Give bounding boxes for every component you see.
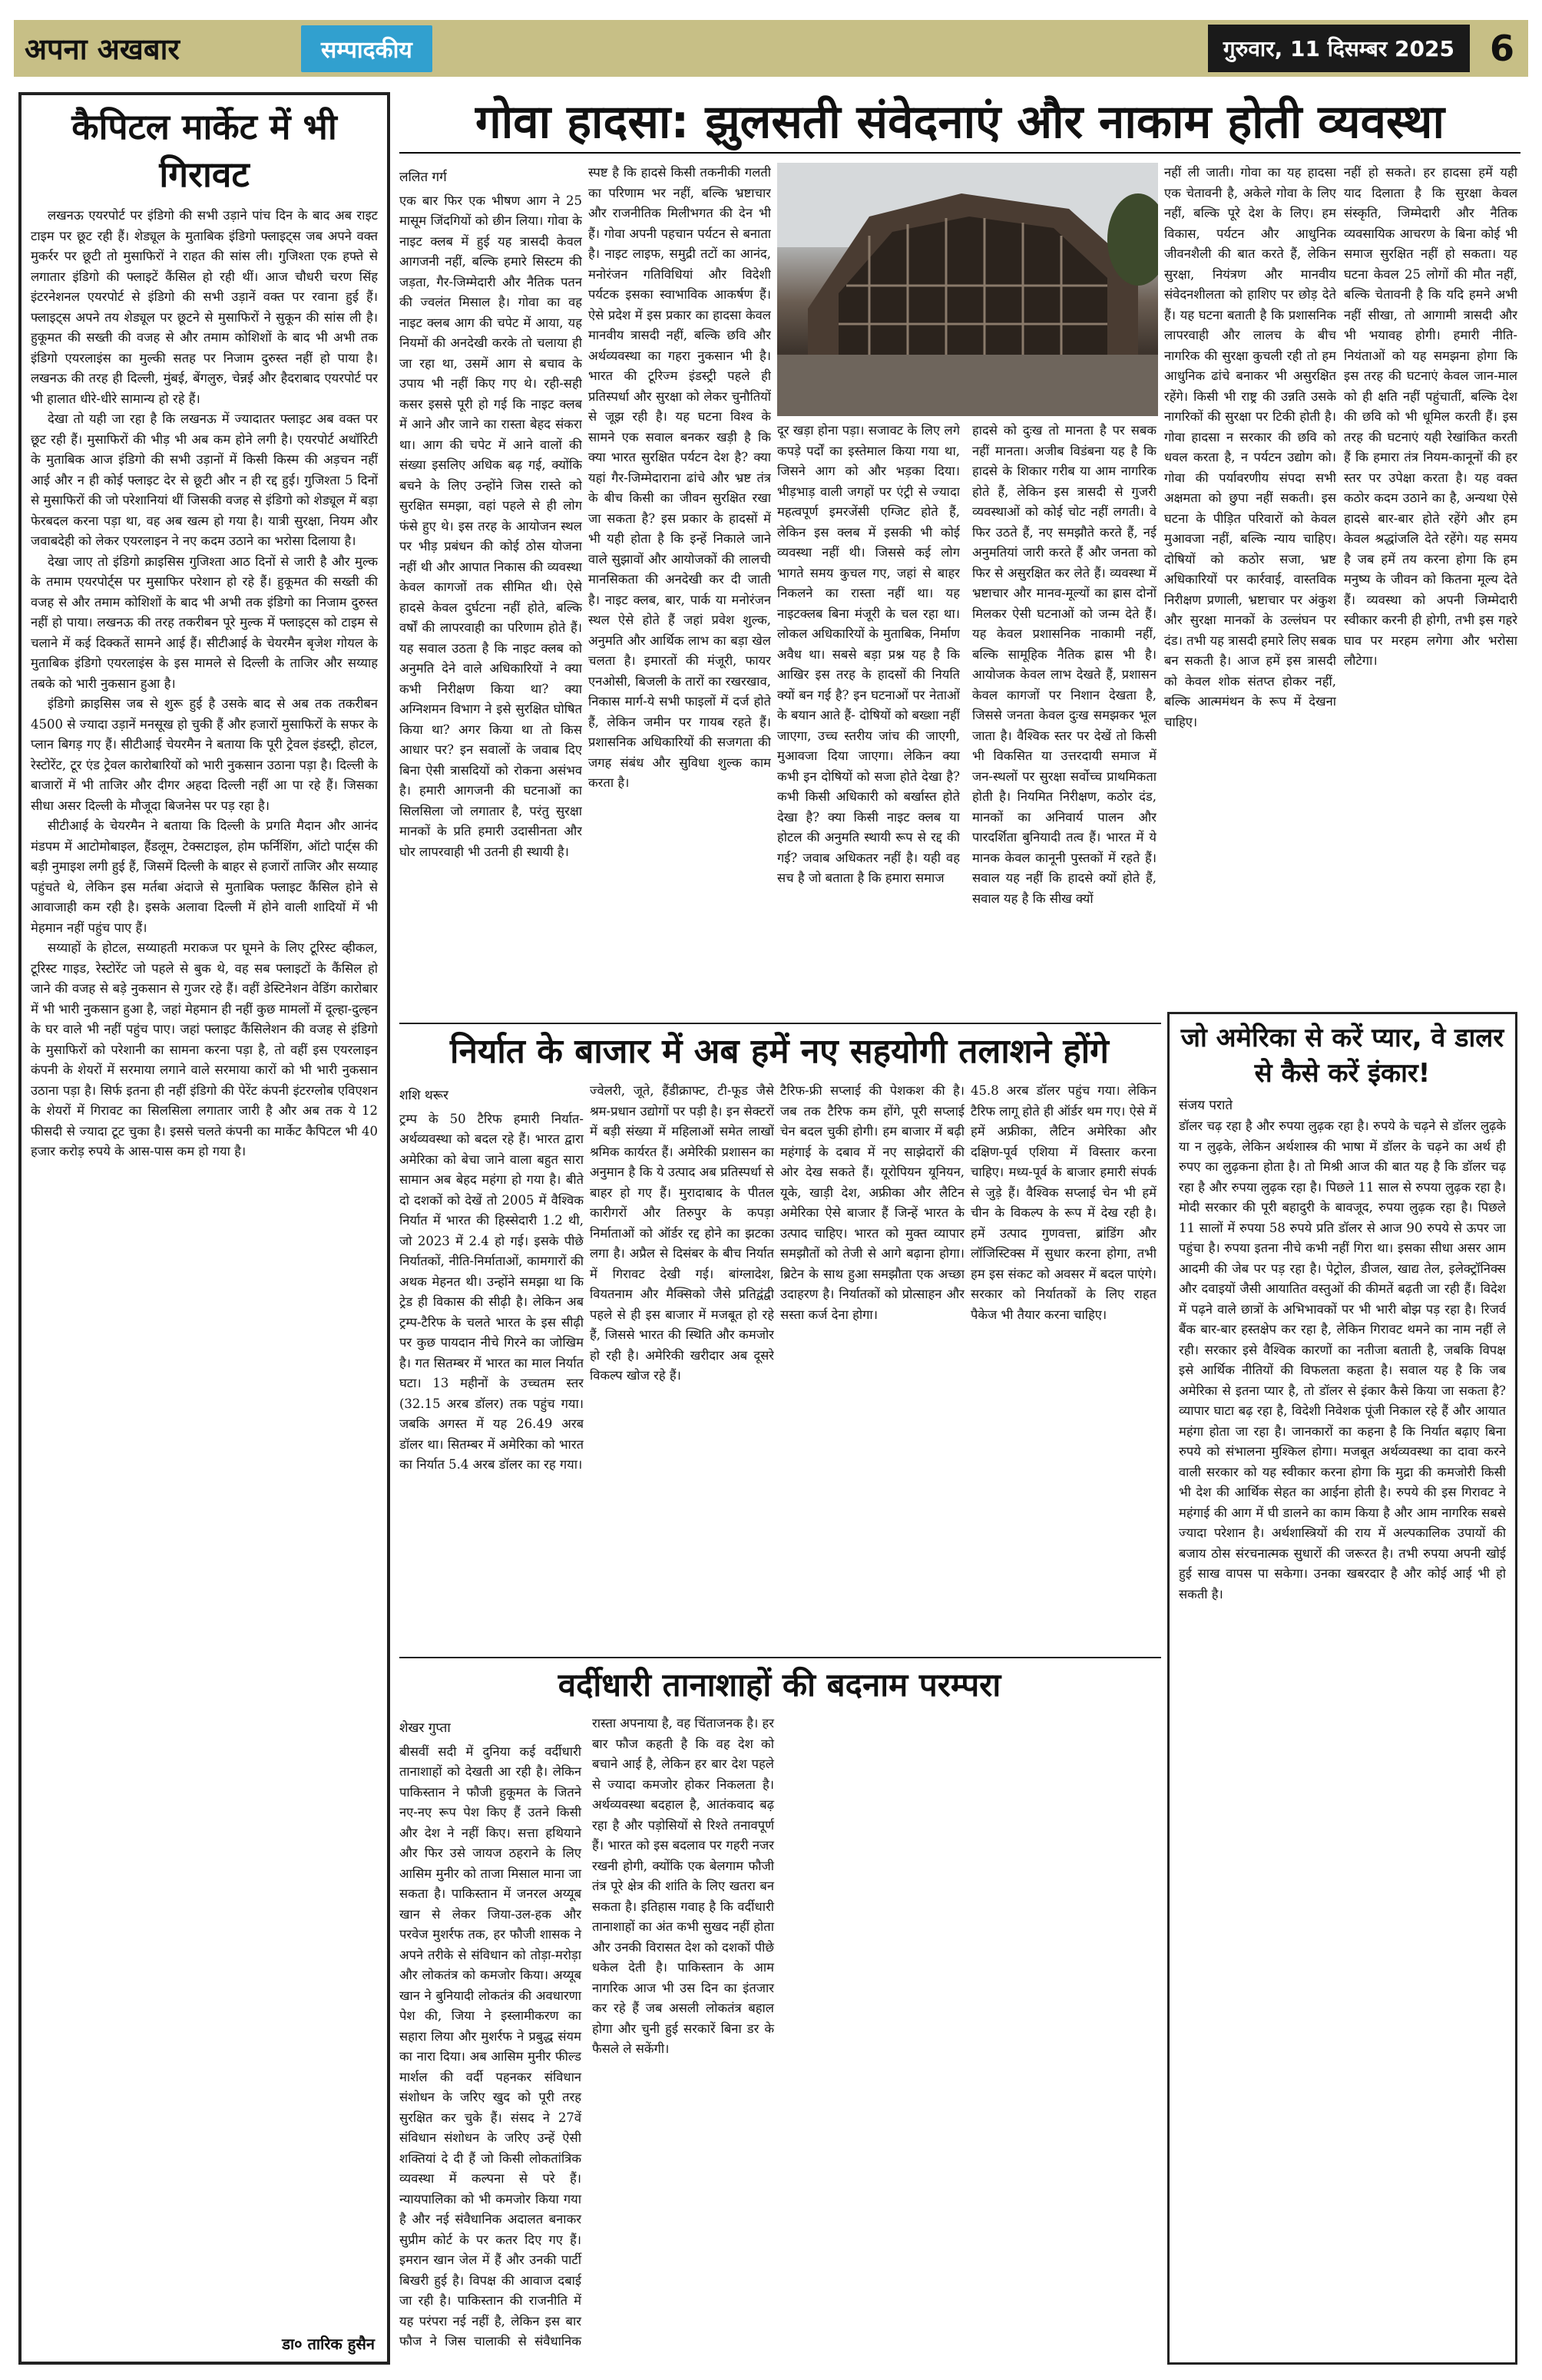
main-article-col-1 (399, 163, 582, 1023)
paragraph: देखा जाए तो इंडिगो क्राइसिस गुजिश्ता आठ दिनों से जारी है और मुल्क के तमाम एयरपोर्ट्स पर मुसाफिर परेशान हो रहे हैं। हुकूमत की सख्ती की वजह से और तमाम कोशिशों के बाद भी अभी तक इंडिगो का निजाम दुरुस्त नहीं हो पाया। लखनऊ की तरह तकरीबन पूरे मुल्क में फ्लाइट्स को टाइम से चलाने में कई दिक्कतें सामने आई हैं। सीटीआई के चेयरमैन बृजेश गोयल के मुताबिक इंडिगो एयरलाइंस के इस मामले से दिल्ली के ताजिर और सय्याह तबके को भारी नुकसान हुआ है। (31, 554, 378, 691)
masthead-bar (14, 20, 1528, 77)
export-headline: निर्यात के बाजार में अब हमें नए सहयोगी तलाशने होंगे (450, 1032, 1109, 1071)
paragraph: सय्याहों के होटल, सय्याहती मराकज पर घूमने के लिए टूरिस्ट व्हीकल, टूरिस्ट गाइड, रेस्टोरेंट जो पहले से बुक थे, वह सब फ्लाइटों के कैंसिल हो जाने की वजह से बड़े नुकसान से गुजर रहे हैं। वहीं डेस्टिनेशन वेडिंग कारोबार में भी भारी नुकसान हुआ है, जहां मेहमान ही नहीं कुछ मामलों में दूल्हा-दुल्हन के घर वाले भी नहीं पहुंच पाए। जहां फ्लाइट कैंसिलेशन की वजह से इंडिगो के मुसाफिरों को परेशानी का सामना करना पड़ा है, तो वहीं इस एयरलाइन कंपनी के शेयरों में सरमाया लगाने वाले सरमाया कारों को भी भारी नुकसान उठाना पड़ा है। सिर्फ इतना ही नहीं इंडिगो की पेरेंट कंपनी इंटरग्लोब एविएशन के शेयरों में गिरावट का सिलसिला लगातार जारी है और अब तक ये 12 फीसदी से ज्यादा टूट चुका है। इससे चलते कंपनी का मार्केट कैपिटल भी 40 हजार करोड़ रुपये के आस-पास कम हो गया है। (31, 940, 378, 1159)
left-article (18, 92, 390, 2365)
dollar-article-body: डॉलर चढ़ रहा है और रुपया लुढ़क रहा है। रुपये के चढ़ने से डॉलर लुढ़के या न लुढ़के, लेकिन अर्थशास्त्र की भाषा में डॉलर के चढ़ने का अर्थ ही रुपए का लुढ़कना होता है। तो मिश्री आज की बात यह है कि डॉलर चढ़ रहा है और रुपया लुढ़क रहा है। पिछले 11 साल से रुपया लुढ़क रहा है। मोदी सरकार की पूरी बहादुरी के बावजूद, रुपया लुढ़क रहा है। पिछले 11 सालों में रुपया 58 रुपये प्रति डॉलर से आज 90 रुपये से ऊपर जा पहुंचा है। रुपया इतना नीचे कभी नहीं गिरा था। इसका सीधा असर आम आदमी की जेब पर पड़ रहा है। पेट्रोल, डीजल, खाद्य तेल, इलेक्ट्रॉनिक्स और दवाइयों जैसी आयातित वस्तुओं की कीमतें बढ़ती जा रही हैं। विदेश में पढ़ने वाले छात्रों के अभिभावकों पर भी भारी बोझ पड़ रहा है। रिजर्व बैंक बार-बार हस्तक्षेप कर रहा है, लेकिन गिरावट थमने का नाम नहीं ले रही। सरकार इसे वैश्विक कारणों का नतीजा बताती है, जबकि विपक्ष इसे आर्थिक नीतियों की विफलता कहता है। सवाल यह है कि जब अमेरिका से इतना प्यार है, तो डॉलर से इंकार कैसे किया जा सकता है? व्यापार घाटा बढ़ रहा है, विदेशी निवेशक पूंजी निकाल रहे हैं और आयात महंगा होता जा रहा है। जानकारों का कहना है कि निर्यात बढ़ाए बिना रुपये को संभालना मुश्किल होगा। मजबूत अर्थव्यवस्था का दावा करने वाली सरकार को यह स्वीकार करना होगा कि मुद्रा की कमजोरी किसी भी देश की आर्थिक सेहत का आईना होती है। रुपये की इस गिरावट ने महंगाई की आग में घी डालने का काम किया है और आम नागरिक सबसे ज्यादा परेशान है। अर्थशास्त्रियों की राय में अल्पकालिक उपायों की बजाय ठोस संरचनात्मक सुधारों की जरूरत है। तभी रुपया अपनी खोई हुई साख वापस पा सकेगा। उनका खबरदार है और कोई आई भी हो सकती है। (1179, 1119, 1506, 1602)
column-text: हादसे को दुःख तो मानता है पर सबक नहीं मानता। अजीब विडंबना यह है कि हादसे के शिकार गरीब या आम नागरिक होते हैं, लेकिन इस त्रासदी से गुजरी व्यवस्थाओं को कोई चोट नहीं लगती। वे फिर उठते हैं, नए समझौते करते हैं, नई अनुमतियां जारी करते हैं और जनता को फिर से असुरक्षित कर लेते हैं। व्यवस्था में भ्रष्टाचार और मानव-मूल्यों का ह्रास दोनों मिलकर ऐसी घटनाओं को जन्म देते हैं। यह केवल प्रशासनिक नाकामी नहीं, बल्कि सामूहिक नैतिक ह्रास भी है। आयोजक केवल लाभ देखते हैं, प्रशासन केवल कागजों पर निशान देखता है, जिससे जनता केवल दुःख समझकर भूल जाता है। वैश्विक स्तर पर देखें तो किसी भी विकसित या उत्तरदायी समाज में जन-स्थलों पर सुरक्षा सर्वोच्च प्राथमिकता होती है। नियमित निरीक्षण, कठोर दंड, मानकों का अनिवार्य पालन और पारदर्शिता बुनियादी तत्व हैं। भारत में ये मानक केवल कानूनी पुस्तकों में रहते हैं। सवाल यह नहीं कि हादसे क्यों होते हैं, सवाल यह है कि सीख क्यों (972, 423, 1156, 906)
export-col-1 (399, 1081, 584, 1654)
export-col-2 (590, 1081, 774, 1654)
section-tag: सम्पादकीय (301, 25, 432, 72)
main-article-col-6 (1344, 163, 1517, 1023)
fire-site-photo (777, 163, 1158, 416)
section-divider (399, 1023, 1161, 1024)
main-article-col-4 (972, 421, 1156, 1023)
section-divider (399, 1657, 1161, 1658)
military-article-body (399, 1714, 1160, 2366)
main-article-col-5 (1164, 163, 1336, 1023)
issue-date: गुरुवार, 11 दिसम्बर 2025 (1208, 25, 1470, 72)
column-text: 45.8 अरब डॉलर पहुंच गया। लेकिन टैरिफ लागू होते ही ऑर्डर थम गए। ऐसे में हमें अफ्रीका, लैटिन अमेरिका और दक्षिण-पूर्व एशिया में विस्तार करना चाहिए। मध्य-पूर्व के बाजार हमारी संपर्क से जुड़े हैं। वैश्विक सप्लाई चेन भी हमें चीन के विकल्प के रूप में देख रही है। हमें उत्पाद गुणवत्ता, ब्रांडिंग और लॉजिस्टिक्स में सुधार करना होगा, तभी हम इस संकट को अवसर में बदल पाएंगे। सरकार को निर्यातकों के लिए राहत पैकेज भी तैयार करना चाहिए। (971, 1083, 1156, 1322)
export-col-3 (780, 1081, 965, 1654)
page-number: 6 (1489, 28, 1514, 69)
dollar-article (1167, 1012, 1517, 2365)
column-text: नहीं हो सकते। हर हादसा हमें यही याद दिलाता है कि सुरक्षा केवल संस्कृति, जिम्मेदारी और नैतिक व्यवसायिक आचरण के बिना कोई भी समाज सुरक्षित नहीं हो सकता। यह घटना केवल 25 लोगों की मौत नहीं, बल्कि चेतावनी है कि यदि हमने अभी नहीं सीखा, तो आगामी त्रासदी और भी भयावह होगी। हमारी नीति-नियंताओं को यह समझना होगा कि इस तरह की घटनाएं केवल जान-माल को ही क्षति नहीं पहुंचातीं, बल्कि देश की छवि को भी धूमिल करती हैं। इस तरह की घटनाएं यही रेखांकित करती हैं कि हमारा तंत्र नियम-कानूनों की हर स्तर पर उपेक्षा करता है। यह वक्त कठोर कदम उठाने का है, अन्यथा ऐसे हादसे बार-बार होते रहेंगे और हम केवल श्रद्धांजलि देते रहेंगे। यह समय है जब हमें तय करना होगा कि हम मनुष्य के जीवन को कितना मूल्य देते हैं। व्यवस्था को अपनी जिम्मेदारी स्वीकार करनी ही होगी, तभी इस गहरे घाव पर मरहम लगेगा और भरोसा लौटेगा। (1344, 165, 1517, 668)
main-headline: गोवा हादसा: झुलसती संवेदनाएं और नाकाम होती व्यवस्था (399, 91, 1520, 154)
left-article-title: कैपिटल मार्केट में भी गिरावट (71, 106, 337, 195)
main-article-col-3 (777, 421, 960, 1023)
dollar-article-title: जो अमेरिका से करें प्यार, वे डालर से कैसे करें इंकार! (1180, 1023, 1504, 1089)
main-article-col-2 (588, 163, 771, 1023)
paragraph: सीटीआई के चेयरमैन ने बताया कि दिल्ली के प्रगति मैदान और आनंद मंडपम में आटोमोबाइल, हैंडलूम, टेक्सटाइल, होम फर्निशिंग, ऑटो पार्ट्स की बड़ी नुमाइश लगी हुई हैं, जिसमें दिल्ली के बाहर से हजारों ताजिर और सय्याह पहुंचते थे, लेकिन इस मर्तबा अंदाजे से मुताबिक फ्लाइट कैंसिल होने से आवाजाही कम रही है। इसके अलावा दिल्ली में होने वाली शादियों में भी मेहमान नहीं पहुंच पाए हैं। (31, 818, 378, 935)
paper-name: अपना अखबार (25, 32, 180, 66)
military-author: शेखर गुप्ता (399, 1721, 451, 1736)
export-col-4 (971, 1081, 1156, 1654)
column-text: टैरिफ-फ्री सप्लाई की पेशकश की है। जब तक टैरिफ कम होंगे, पूरी सप्लाई चेन बदल चुकी होगी। हम बाजार में बढ़ी महंगाई के दबाव में नए साझेदारों की ओर देख सकते हैं। यूरोपियन यूनियन, यूके, खाड़ी देश, अफ्रीका और लैटिन अमेरिका ऐसे बाजार हैं जिन्हें भारत के उत्पाद चाहिए। भारत को मुक्त व्यापार समझौतों को तेजी से आगे बढ़ाना होगा। ब्रिटेन के साथ हुआ समझौता एक अच्छा उदाहरण है। निर्यातकों को प्रोत्साहन और सस्ता कर्ज देना होगा। (780, 1083, 965, 1322)
left-article-body (31, 206, 378, 2348)
burnt-building-image (777, 163, 1158, 416)
paragraph: देखा तो यही जा रहा है कि लखनऊ में ज्यादातर फ्लाइट अब वक्त पर छूट रही हैं। मुसाफिरों की भीड़ भी अब कम होने लगी है। एयरपोर्ट अथॉरिटी के मुताबिक आज इंडिगो की सभी उड़ानों में किसी किस्म की अड़चन नहीं आई और न ही कोई फ्लाइट देर से छूटी और न ही रद्द हुई। गुजिश्ता 5 दिनों से मुसाफिरों की जो परेशानियां थीं जिसकी वजह से इंडिगो को शेड्यूल में बड़ा फेरबदल करना पड़ा था, वह अब खत्म हो गया है। यात्री सुरक्षा, नियम और जवाबदेही को लेकर एयरलाइन ने नए कदम उठाने का भरोसा दिलाया है। (31, 412, 378, 548)
paragraph: इंडिगो क्राइसिस जब से शुरू हुई है उसके बाद से अब तक तकरीबन 4500 से ज्यादा उड़ानें मनसूख हो चुकी हैं और हजारों मुसाफिरों के सफर के प्लान बिगड़ गए हैं। सीटीआई चेयरमैन ने बताया कि पूरी ट्रेवल इंडस्ट्री, होटल, रेस्टोरेंट, टूर एंड ट्रेवल कारोबारियों को भारी नुकसान उठाना पड़ा है। दिल्ली के बाजारों में भी ताजिर और दीगर अहदा दिल्ली नहीं आ पा रहे हैं। जिसका सीधा असर दिल्ली के मौजूदा बिजनेस पर पड़ रहा है। (31, 696, 378, 813)
left-article-byline: डा० तारिक हुसैन (282, 2335, 375, 2353)
paragraph: लखनऊ एयरपोर्ट पर इंडिगो की सभी उड़ाने पांच दिन के बाद अब राइट टाइम पर छूट रही हैं। शेड्यूल के मुताबिक इंडिगो फ्लाइट्स जब अपने वक्त मुकर्रर पर छूटी तो मुसाफिरों ने राहत की सांस ली। गुजिश्ता एक हफ्ते से लगातार इंडिगो की फ्लाइटें कैंसिल हो रही थीं। आज चौधरी चरण सिंह इंटरनेशनल एयरपोर्ट से इंडिगो की सभी उड़ानें वक्त पर रवाना हुई हैं। फ्लाइट्स अपने तय शेड्यूल पर छूटने से मुसाफिरों ने सुकून की सांस ली है। हुकूमत की सख्ती की वजह से और तमाम कोशिशों के बाद भी अभी तक इंडिगो एयरलाइंस का मुल्की सतह पर निजाम दुरुस्त नहीं हो पाया है। लखनऊ की तरह ही दिल्ली, मुंबई, बेंगलुरु, चेन्नई और हैदराबाद एयरपोर्ट पर भी हालात धीरे-धीरे सामान्य हो रहे हैं। (31, 208, 378, 406)
column-text: ट्रम्प के 50 टैरिफ हमारी निर्यात-अर्थव्यवस्था को बदल रहे हैं। भारत द्वारा अमेरिका को बेचा जाने वाला बहुत सारा सामान अब बेहद महंगा हो गया है। बीते दो दशकों को देखें तो 2005 में वैश्विक निर्यात में भारत की हिस्सेदारी 1.2 थी, जो 2023 में 2.4 हो गई। इसके पीछे निर्यातकों, नीति-निर्माताओं, कामगारों की अथक मेहनत थी। उन्होंने समझा था कि ट्रेड ही विकास की सीढ़ी है। लेकिन अब ट्रम्प-टैरिफ के चलते भारत के इस सीढ़ी पर कुछ पायदान नीचे गिरने का जोखिम है। गत सितम्बर में भारत का माल निर्यात घटा। 13 महीनों के उच्चतम स्तर (32.15 अरब डॉलर) तक पहुंच गया। जबकि अगस्त में यह 26.49 अरब डॉलर था। सितम्बर में अमेरिका को भारत का निर्यात 5.4 अरब डॉलर का रह गया। (399, 1111, 584, 1472)
military-headline: वर्दीधारी तानाशाहों की बदनाम परम्परा (558, 1666, 1001, 1704)
column-text: दूर खड़ा होना पड़ा। सजावट के लिए लगे कपड़े पर्दों का इस्तेमाल किया गया था, जिसने आग को और भड़का दिया। भीड़भाड़ वाली जगहों पर एंट्री से ज्यादा महत्वपूर्ण इमरजेंसी एग्जिट होते हैं, लेकिन इस क्लब में इसकी भी कोई व्यवस्था नहीं थी। जिससे कई लोग भागते समय कुचल गए, जहां से बाहर निकलने का रास्ता नहीं था। यह नाइटक्लब बिना मंजूरी के चल रहा था। लोकल अधिकारियों के मुताबिक, निर्माण अवैध था। सबसे बड़ा प्रश्न यह है कि आखिर इस तरह के हादसों की नियति क्यों बन गई है? इन घटनाओं पर नेताओं के बयान आते हैं- दोषियों को बख्शा नहीं जाएगा, उच्च स्तरीय जांच की जाएगी, मुआवजा दिया जाएगा। लेकिन क्या कभी इन दोषियों को सजा होते देखा है? कभी किसी अधिकारी को बर्खास्त होते देखा है? क्या किसी नाइट क्लब या होटल की अनुमति स्थायी रूप से रद्द की गई? जवाब अधिकतर नहीं है। यही वह सच है जो बताता है कि हमारा समाज (777, 423, 960, 885)
column-text: बीसवीं सदी में दुनिया कई वर्दीधारी तानाशाहों को देखती आ रही है। लेकिन पाकिस्तान ने फौजी हुकूमत के जितने नए-नए रूप पेश किए हैं उतने किसी और देश ने नहीं किए। सत्ता हथियाने और फिर उसे जायज ठहराने के लिए आसिम मुनीर को ताजा मिसाल माना जा सकता है। पाकिस्तान में जनरल अय्यूब खान से लेकर जिया-उल-हक और परवेज मुशर्रफ तक, हर फौजी शासक ने अपने तरीके से संविधान को तोड़ा-मरोड़ा और लोकतंत्र को कमजोर किया। अय्यूब खान ने बुनियादी लोकतंत्र की अवधारणा पेश की, जिया ने इस्लामीकरण का सहारा लिया और मुशर्रफ ने प्रबुद्ध संयम का नारा दिया। अब आसिम मुनीर फील्ड मार्शल की वर्दी पहनकर संविधान संशोधन के जरिए खुद को पूरी तरह सुरक्षित कर चुके हैं। संसद ने 27वें संविधान संशोधन के जरिए उन्हें ऐसी शक्तियां दे दी हैं जो किसी लोकतांत्रिक व्यवस्था में कल्पना से परे हैं। न्यायपालिका को भी कमजोर किया गया है और नई संवैधानिक अदालत बनाकर सुप्रीम कोर्ट के पर कतर दिए गए हैं। इमरान खान जेल में हैं और उनकी पार्टी बिखरी हुई है। विपक्ष की आवाज दबाई जा रही है। पाकिस्तान की राजनीति में यह परंपरा नई नहीं है, लेकिन इस बार फौज ने जिस चालाकी से संवैधानिक रास्ता अपनाया है, वह चिंताजनक है। हर बार फौज कहती है कि वह देश को बचाने आई है, लेकिन हर बार देश पहले से ज्यादा कमजोर होकर निकलता है। अर्थव्यवस्था बदहाल है, आतंकवाद बढ़ रहा है और पड़ोसियों से रिश्ते तनावपूर्ण हैं। भारत को इस बदलाव पर गहरी नजर रखनी होगी, क्योंकि एक बेलगाम फौजी तंत्र पूरे क्षेत्र की शांति के लिए खतरा बन सकता है। इतिहास गवाह है कि वर्दीधारी तानाशाहों का अंत कभी सुखद नहीं होता और उनकी विरासत देश को दशकों पीछे धकेल देती है। पाकिस्तान के आम नागरिक आज भी उस दिन का इंतजार कर रहे हैं जब असली लोकतंत्र बहाल होगा और चुनी हुई सरकारें बिना डर के फैसले ले सकेंगी। (399, 1716, 774, 2349)
column-text: ज्वेलरी, जूते, हैंडीक्राफ्ट, टी-फूड जैसे श्रम-प्रधान उद्योगों पर पड़ी है। इन सेक्टरों में बड़ी संख्या में महिलाओं समेत लाखों श्रमिक कार्यरत हैं। अमेरिकी प्रशासन का अनुमान है कि ये उत्पाद अब प्रतिस्पर्धा से बाहर हो गए हैं। मुरादाबाद के पीतल कारीगरों और तिरुपुर के कपड़ा निर्माताओं को ऑर्डर रद्द होने का झटका लगा है। अप्रैल से दिसंबर के बीच निर्यात में गिरावट देखी गई। बांग्लादेश, वियतनाम और मैक्सिको जैसे प्रतिद्वंद्वी पहले से ही इस बाजार में मजबूत हो रहे हैं, जिससे भारत की स्थिति और कमजोर हो रही है। अमेरिकी खरीदार अब दूसरे विकल्प खोज रहे हैं। (590, 1083, 774, 1383)
column-text: स्पष्ट है कि हादसे किसी तकनीकी गलती का परिणाम भर नहीं, बल्कि भ्रष्टाचार और राजनीतिक मिलीभगत की देन भी हैं। गोवा अपनी पहचान पर्यटन से बनाता है। नाइट लाइफ, समुद्री तटों का आनंद, मनोरंजन गतिविधियां और विदेशी पर्यटक इसका स्वाभाविक आकर्षण हैं। ऐसे प्रदेश में इस प्रकार का हादसा केवल मानवीय त्रासदी नहीं, बल्कि छवि और अर्थव्यवस्था का गहरा नुकसान भी है। भारत की टूरिज्म इंडस्ट्री पहले ही प्रतिस्पर्धा और सुरक्षा को लेकर चुनौतियों से जूझ रही है। यह घटना विश्व के सामने एक सवाल बनकर खड़ी है कि क्या भारत सुरक्षित पर्यटन देश है? क्या यहां गैर-जिम्मेदाराना ढांचे और भ्रष्ट तंत्र के बीच किसी का जीवन सुरक्षित रखा जा सकता है? इस प्रकार के हादसों में भी यही होता है कि इन्हें निकाले जाने वाले सुझावों और आयोजकों की लालची मानसिकता की अनदेखी कर दी जाती है। नाइट क्लब, बार, पार्क या मनोरंजन स्थल ऐसे होते हैं जहां प्रवेश शुल्क, अनुमति और आर्थिक लाभ का बड़ा खेल चलता है। इमारतों की मंजूरी, फायर एनओसी, बिजली के तारों का रखरखाव, निकास मार्ग-ये सभी फाइलों में दर्ज होते हैं, लेकिन जमीन पर गायब रहते हैं। प्रशासनिक अधिकारियों की सजगता की जगह संबंध और सुविधा शुल्क काम करता है। (588, 165, 771, 790)
dollar-article-author: संजय पराते (1179, 1098, 1233, 1113)
column-text: एक बार फिर एक भीषण आग ने 25 मासूम जिंदगियों को छीन लिया। गोवा के नाइट क्लब में हुई यह त्रासदी केवल आगजनी नहीं, बल्कि हमारे सिस्टम की जड़ता, गैर-जिम्मेदारी और नैतिक पतन की ज्वलंत मिसाल है। गोवा का वह नाइट क्लब आग की चपेट में आया, यह नियमों की अनदेखी करके तो चलाया ही जा रहा था, उसमें आग से बचाव के उपाय भी नहीं किए गए थे। रही-सही कसर इससे पूरी हो गई कि नाइट क्लब में आने और जाने का रास्ता बेहद संकरा था। आग की चपेट में आने वालों की संख्या इसलिए अधिक बढ़ गई, क्योंकि बचने के लिए उन्होंने जिस रास्ते को सुरक्षित समझा, वहां पहले से ही लोग फंसे हुए थे। इस तरह के आयोजन स्थल पर भीड़ प्रबंधन की कोई ठोस योजना नहीं थी और आपात निकास की व्यवस्था केवल कागजों तक सीमित थी। ऐसे हादसे केवल दुर्घटना नहीं होते, बल्कि वर्षों की लापरवाही का परिणाम होते हैं। यह सवाल उठता है कि नाइट क्लब को अनुमति देने वाले अधिकारियों ने क्या कभी निरीक्षण किया था? क्या अग्निशमन विभाग ने इसे सुरक्षित घोषित किया था? अगर किया था तो किस आधार पर? इन सवालों के जवाब दिए बिना ऐसी त्रासदियों को रोकना असंभव है। हमारी आगजनी की घटनाओं का सिलसिला जो लगातार है, परंतु सुरक्षा मानकों के प्रति हमारी उदासीनता और घोर लापरवाही भी उतनी ही स्थायी है। (399, 193, 582, 859)
export-author: शशि थरूर (399, 1088, 448, 1103)
main-article-author: ललित गर्ग (399, 170, 447, 185)
column-text: नहीं ली जाती। गोवा का यह हादसा एक चेतावनी है, अकेले गोवा के लिए नहीं, बल्कि पूरे देश के लिए। हम विकास, पर्यटन और आधुनिक जीवनशैली की बात करते हैं, लेकिन सुरक्षा, नियंत्रण और मानवीय संवेदनशीलता को हाशिए पर छोड़ देते हैं। यह घटना बताती है कि प्रशासनिक लापरवाही और लालच के बीच नागरिक की सुरक्षा कुचली रही तो हम आधुनिक ढांचे बनाकर भी असुरक्षित रहेंगे। किसी भी राष्ट्र की उन्नति उसके नागरिकों की सुरक्षा पर टिकी होती है। गोवा हादसा न सरकार की छवि को धवल करता है, न पर्यटन उद्योग को। गोवा की पर्यावरणीय संपदा सभी अक्षमता को छुपा नहीं सकती। इस घटना के पीड़ित परिवारों को केवल मुआवजा नहीं, बल्कि न्याय चाहिए। दोषियों को कठोर सजा, भ्रष्ट अधिकारियों पर कार्रवाई, वास्तविक निरीक्षण प्रणाली, भ्रष्टाचार पर अंकुश और सुरक्षा मानकों के उल्लंघन पर दंड। तभी यह त्रासदी हमारे लिए सबक बन सकती है। आज हमें इस त्रासदी को केवल शोक संतप्त होकर नहीं, बल्कि आत्ममंथन के रूप में देखना चाहिए। (1164, 165, 1336, 729)
